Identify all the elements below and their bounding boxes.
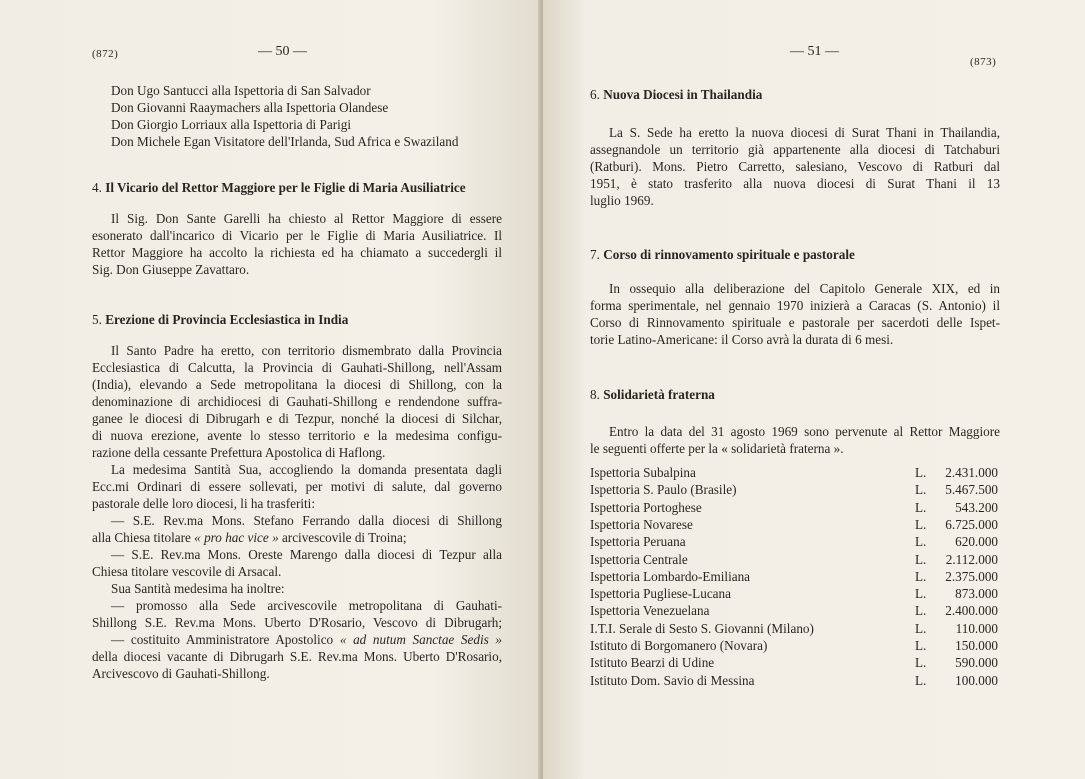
offering-amount: 873.000 bbox=[955, 586, 998, 602]
section-number: 4. bbox=[92, 180, 102, 195]
text-line: In ossequio alla deliberazione del Capitolo Generale XIX, ed in bbox=[609, 281, 1000, 296]
section-5-paragraph bbox=[92, 342, 502, 682]
section-6-paragraph bbox=[590, 124, 1000, 209]
text-line: Rettor Maggiore ha accolto la richiesta ed ha chiamato a succedergli il bbox=[92, 245, 502, 260]
text-line: Sua Santità medesima ha inoltre: bbox=[111, 581, 285, 596]
text-line: La S. Sede ha eretto la nuova diocesi di Surat Thani in Thailandia, bbox=[609, 125, 1000, 140]
section-7-paragraph bbox=[590, 280, 1000, 348]
offering-currency: L. bbox=[915, 638, 927, 653]
offering-currency: L. bbox=[915, 568, 927, 584]
left-page bbox=[0, 0, 540, 779]
offering-amount: 5.467.500 bbox=[945, 482, 998, 498]
text-line: Sig. Don Giuseppe Zavattaro. bbox=[92, 262, 250, 277]
text-line: Ecc.mi Ordinari di essere sollevati, per motivi di salute, dal governo bbox=[92, 479, 502, 494]
text-line: — S.E. Rev.ma Mons. Stefano Ferrando dalla diocesi di Shillong bbox=[111, 513, 502, 528]
text-line: Shillong S.E. Rev.ma Mons. Uberto D'Rosario, Vescovo di Dibrugarh; bbox=[92, 615, 502, 630]
offering-currency: L. bbox=[915, 586, 927, 602]
section-8-paragraph bbox=[590, 423, 1000, 457]
offering-row bbox=[590, 517, 1000, 534]
offering-row bbox=[590, 552, 1000, 569]
offering-name: Ispettoria Novarese bbox=[590, 516, 693, 532]
offering-currency: L. bbox=[915, 465, 927, 480]
text-run: — costituito Amministratore Apostolico bbox=[111, 632, 334, 647]
text-line: esonerato dall'incarico di Vicario per le Figlie di Maria Ausiliatrice. Il bbox=[92, 228, 502, 243]
text-line: razione della cessante Prefettura Apostolica di Haflong. bbox=[92, 445, 386, 460]
right-page-code: (873) bbox=[970, 56, 997, 68]
text-run: alla Chiesa titolare bbox=[92, 530, 191, 545]
offering-amount: 2.112.000 bbox=[945, 551, 998, 567]
offering-amount: 100.000 bbox=[955, 672, 998, 688]
section-title: Solidarietà fraterna bbox=[603, 387, 715, 402]
offering-currency: L. bbox=[915, 672, 927, 688]
text-run: arcivescovile di Troina; bbox=[281, 530, 407, 545]
section-title: Corso di rinnovamento spirituale e pastorale bbox=[603, 247, 855, 262]
offering-amount: 590.000 bbox=[955, 655, 998, 671]
text-run: pro hac vice bbox=[204, 530, 269, 545]
offering-amount: 2.375.000 bbox=[945, 568, 998, 584]
text-line: La medesima Santità Sua, accogliendo la domanda presentata dagli bbox=[111, 462, 502, 477]
offering-name: Ispettoria Subalpina bbox=[590, 465, 696, 480]
offering-currency: L. bbox=[915, 499, 927, 515]
text-line: Ecclesiastica di Calcutta, la Provincia di Gauhati-Shillong, nell'Assam bbox=[92, 360, 502, 375]
offering-name: Istituto di Borgomanero (Novara) bbox=[590, 638, 768, 653]
text-line: forma sperimentale, nel gennaio 1970 inizierà a Caracas (S. Antonio) il bbox=[590, 298, 1000, 313]
offering-name: Ispettoria Lombardo-Emiliana bbox=[590, 568, 751, 584]
offering-currency: L. bbox=[915, 534, 927, 550]
offering-name: Ispettoria Peruana bbox=[590, 534, 686, 550]
offering-name: Ispettoria Portoghese bbox=[590, 499, 702, 515]
text-line: ganee le diocesi di Dibrugarh e di Tezpur, nonché la diocesi di Silchar, bbox=[92, 411, 502, 426]
offering-row bbox=[590, 534, 1000, 551]
offering-currency: L. bbox=[915, 603, 927, 619]
text-line: (India), elevando a Sede metropolitana la diocesi di Shillong, con la bbox=[92, 377, 502, 392]
latin-phrase: « ad nutum Sanctae Sedis » bbox=[339, 632, 503, 647]
text-line bbox=[92, 529, 502, 546]
latin-phrase: « pro hac vice » bbox=[194, 530, 279, 545]
text-line: le seguenti offerte per la « solidarietà fraterna ». bbox=[590, 441, 844, 456]
offering-name: Ispettoria S. Paulo (Brasile) bbox=[590, 482, 737, 498]
text-line: — S.E. Rev.ma Mons. Oreste Marengo dalla diocesi di Tezpur alla bbox=[111, 547, 502, 562]
offering-row bbox=[590, 569, 1000, 586]
section-number: 5. bbox=[92, 312, 102, 327]
text-line: luglio 1969. bbox=[590, 193, 654, 208]
offering-currency: L. bbox=[915, 620, 927, 636]
assignment-line: Don Ugo Santucci alla Ispettoria di San Salvador bbox=[111, 83, 371, 98]
text-line: Corso di Rinnovamento spirituale e pastorale per sacerdoti delle Ispet- bbox=[590, 315, 1000, 330]
section-4-paragraph bbox=[92, 210, 502, 278]
offering-name: I.T.I. Serale di Sesto S. Giovanni (Milano) bbox=[590, 620, 814, 636]
section-6-heading bbox=[590, 87, 762, 103]
offering-name: Istituto Bearzi di Udine bbox=[590, 655, 715, 671]
assignment-line: Don Giovanni Raaymachers alla Ispettoria Olandese bbox=[111, 100, 389, 115]
text-line: — promosso alla Sede arcivescovile metropolitana di Gauhati- bbox=[111, 598, 502, 613]
text-line: Il Sig. Don Sante Garelli ha chiesto al Rettor Maggiore di essere bbox=[111, 211, 502, 226]
offering-amount: 110.000 bbox=[955, 620, 998, 636]
section-number: 7. bbox=[590, 247, 600, 262]
offering-amount: 2.431.000 bbox=[945, 465, 998, 480]
offering-amount: 2.400.000 bbox=[945, 603, 998, 619]
assignment-line: Don Michele Egan Visitatore dell'Irlanda, Sud Africa e Swaziland bbox=[111, 134, 459, 149]
section-title: Erezione di Provincia Ecclesiastica in India bbox=[105, 312, 349, 327]
section-5-heading bbox=[92, 312, 348, 328]
offering-currency: L. bbox=[915, 482, 927, 498]
offering-currency: L. bbox=[915, 516, 927, 532]
offering-row bbox=[590, 638, 1000, 655]
offering-amount: 6.725.000 bbox=[945, 516, 998, 532]
text-line: Entro la data del 31 agosto 1969 sono pervenute al Rettor Maggiore bbox=[609, 424, 1000, 439]
offering-currency: L. bbox=[915, 551, 927, 567]
text-line: torie Latino-Americane: il Corso avrà la durata di 6 mesi. bbox=[590, 332, 894, 347]
offering-row bbox=[590, 621, 1000, 638]
left-page-code: (872) bbox=[92, 48, 119, 60]
text-line: di nuova erezione, avente lo stesso territorio e la medesima configu- bbox=[92, 428, 502, 443]
offering-amount: 150.000 bbox=[955, 638, 998, 653]
offering-name: Ispettoria Centrale bbox=[590, 551, 688, 567]
offering-row bbox=[590, 500, 1000, 517]
text-line bbox=[92, 631, 502, 648]
text-line: pastorale delle loro diocesi, li ha trasferiti: bbox=[92, 496, 316, 511]
offering-row bbox=[590, 586, 1000, 603]
offering-amount: 543.200 bbox=[955, 499, 998, 515]
text-line: Arcivescovo di Gauhati-Shillong. bbox=[92, 666, 270, 681]
section-title: Il Vicario del Rettor Maggiore per le Figlie di Maria Ausiliatrice bbox=[105, 180, 466, 195]
text-run: ad nutum Sanctae Sedis bbox=[353, 632, 489, 647]
text-line: denominazione di archidiocesi di Gauhati-Shillong e rendendone suffra- bbox=[92, 394, 502, 409]
offering-row bbox=[590, 603, 1000, 620]
offering-row bbox=[590, 482, 1000, 499]
right-page-number: — 51 — bbox=[790, 44, 839, 59]
offering-row bbox=[590, 465, 1000, 482]
offering-currency: L. bbox=[915, 655, 927, 671]
offering-name: Ispettoria Venezuelana bbox=[590, 603, 710, 619]
text-line: Chiesa titolare vescovile di Arsacal. bbox=[92, 564, 282, 579]
text-line: Il Santo Padre ha eretto, con territorio dismembrato dalla Provincia bbox=[111, 343, 502, 358]
text-line: della diocesi vacante di Dibrugarh S.E. Rev.ma Mons. Uberto D'Rosario, bbox=[92, 649, 502, 664]
text-line: assegnandole un territorio già appartenente alla diocesi di Tatchaburi bbox=[590, 142, 1000, 157]
text-line: 1951, è stato trasferito alla nuova diocesi di Surat Thani il 13 bbox=[590, 176, 1000, 191]
section-7-heading bbox=[590, 247, 855, 263]
text-line: (Ratburi). Mons. Pietro Carretto, salesiano, Vescovo di Ratburi dal bbox=[590, 159, 1000, 174]
section-8-heading bbox=[590, 387, 715, 403]
offering-row bbox=[590, 655, 1000, 672]
offering-name: Ispettoria Pugliese-Lucana bbox=[590, 586, 731, 602]
left-page-number: — 50 — bbox=[258, 44, 307, 59]
offering-amount: 620.000 bbox=[955, 534, 998, 550]
section-number: 8. bbox=[590, 387, 600, 402]
assignment-line: Don Giorgio Lorriaux alla Ispettoria di Parigi bbox=[111, 117, 352, 132]
section-number: 6. bbox=[590, 87, 600, 102]
section-4-heading bbox=[92, 180, 466, 196]
section-title: Nuova Diocesi in Thailandia bbox=[603, 87, 763, 102]
offering-name: Istituto Dom. Savio di Messina bbox=[590, 672, 755, 688]
offering-row bbox=[590, 673, 1000, 690]
